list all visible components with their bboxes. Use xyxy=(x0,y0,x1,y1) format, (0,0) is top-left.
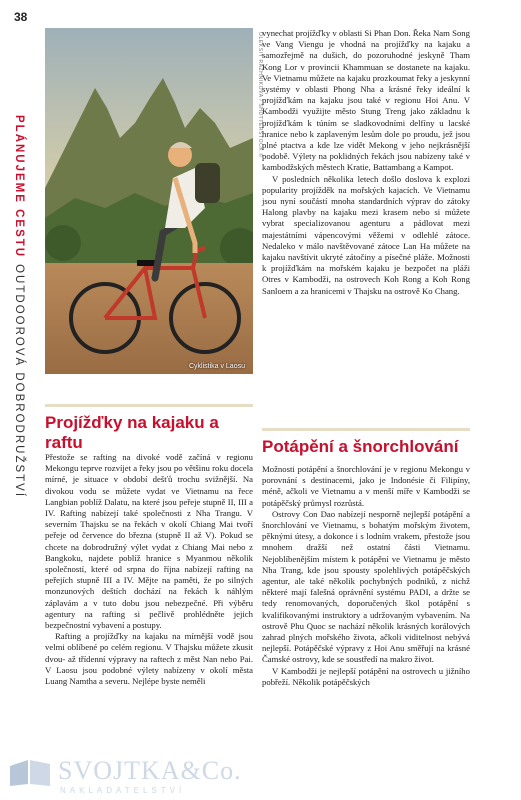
book-icon xyxy=(8,758,52,788)
page-number: 38 xyxy=(14,10,28,24)
photo-caption: Cyklistika v Laosu xyxy=(188,363,245,370)
photo-cyclist-laos xyxy=(45,28,253,374)
left-column xyxy=(45,452,253,687)
side-tab-light: OUTDOOROVÁ DOBRODRUŽSTVÍ xyxy=(13,264,25,499)
photo-illustration xyxy=(45,28,253,374)
section-title-diving: Potápění a šnorchlování xyxy=(262,428,470,457)
paragraph: Možnosti potápění a šnorchlování je v regionu Mekongu v porovnání s destinacemi, jako je Indonésie či Filipíny, méně, ačkoli ve Vietnamu a v menší míře v Kambodži se potápěčský průmysl rozrůstá. xyxy=(262,464,470,508)
photo-credit-text: OLEKSIY RAZHNIKOVA / SHUTTERSTOCK © xyxy=(257,32,263,158)
side-tab-bold: PLÁNUJEME CESTU xyxy=(13,115,25,259)
paragraph: V Kambodži je nejlepší potápění na ostrovech u jižního pobřeží. Několik potápěčských xyxy=(262,665,470,687)
paragraph: vynechat projížďky v oblasti Si Phan Don. Řeka Nam Song ve Vang Viengu je vhodná na projížďky na kajaku a samozřejmě na dušich, do pozoruhodné jeskyně Tham Kong Lor v provincii Khammuan se dostanete na kajaku. Ve Vietnamu můžete na kajaku prozkoumat řeky a jeskynní systémy v oblasti Phong Nha a krásné řeky ideální k projížďkám na kajaku jsou také v regionu Hoi Anu. V Kambodži využijte město Stung Treng jako základnu k projížďkám k túním se sladkovodními delfíny u lacské hranice nebo k zaplaveným lesům dole po proudu, jež jsou plné ptactva a kde lze vidět Mekong v jeho nejkrásnější podobě. Výlety na poklidných řekách jsou nabízeny také v kambodžských městech Kratie, Battambang a Kampot. xyxy=(262,28,470,173)
paragraph: Ostrovy Con Dao nabízejí nesporně nejlepší potápění a šnorchlování ve Vietnamu, s bohatým mořským životem, pěknými útesy, a dokonce i s lodním vrakem, přestože jsou mnohem dražší než ostatní části Vietnamu. Nejoblíbenějším místem k potápění ve Vietnamu je město Nha Trang, kde jsou spousty spolehlivých potápěčských agentur, ale také několik pochybných podniků, z nichž některé mají falešná oprávnění systému PADI, a držte se tedy renomovaných, doporučených škol potápění s kvalifikovanými instruktory a udržovaným vybavením. Na ostrově Phu Quoc se nachází několik krásných korálových zahrad plných mořského života, ačkoli viditelnost nebývá nejlepší. Potápěčské výpravy z Hoi Anu směřují na krásné Čamské ostrovy, kde se soustředí na makro život. xyxy=(262,508,470,665)
side-tab-text xyxy=(13,115,25,498)
section-title-kayak-raft: Projížďky na kajaku a raftu xyxy=(45,404,253,453)
chapter-side-tab xyxy=(10,115,40,499)
publisher-tagline: NAKLADATELSTVÍ xyxy=(60,786,186,795)
publisher-logo xyxy=(8,756,242,798)
right-column-bottom xyxy=(262,464,470,688)
publisher-name: SVOJTKA&Co. xyxy=(58,756,242,785)
right-column-top xyxy=(262,28,470,297)
paragraph: V posledních několika letech došlo doslova k explozi popularity projížděk na mořských kajacích. Ve Vietnamu jsou nyní součástí mnoha standardních výprav do zátoky Halong plavby na kajaku mezi krasem nebo si můžete vybrat specializovanou agenturu a pádlovat mezi majestátními vápencovými věžemi v odlehlé zátoce. Nedaleko v málo navštěvované zátoce Lan Ha můžete na kajaku navštívit ukryté zátočiny a písečné pláže. Možnosti k projížďkám na mořském kajaku je bezpočet na pláži Otres v Kambodži, na ostrovech Koh Rong a Koh Rong Sanloem a za hranicemi v Thajsku na ostrově Ko Chang. xyxy=(262,173,470,296)
paragraph: Přestože se rafting na divoké vodě začíná v regionu Mekongu teprve rozvíjet a řeky jsou po většinu roku docela mírné, je situace v období dešťů trochu svižnější. Na divokou vodu se můžete vydat ve Vietnamu na řece Langbian poblíž Dalatu, na které jsou peřeje stupně II, III a IV. Rafting nabízejí také společnosti z Nha Trangu. V severním Thajsku se na řekách v okolí Chiang Mai tvoří peřeje od července do března (stupně II až V). Pokud se chcete na dobrodružný výlet vydat z Chiang Mai nebo z Bangkoku, najdete poblíž hranice s Myanmou několik společností, které od srpna do října nabízejí rafting na peřejích stupně III a IV. Mějte na paměti, že po silných monzunových deštích dochází na řekách k náhlým záplavám a v tuto dobu jsou nebezpečné. Při výběru agentury na rafting si pečlivě prohlédněte jejich bezpečnostní vybavení a postupy. xyxy=(45,452,253,631)
paragraph: Rafting a projížďky na kajaku na mírnější vodě jsou velmi oblíbené po celém regionu. V Thajsku můžete zkusit dvou- až třídenní výpravy na raftech z měst Nan nebo Pai. V Laosu jsou podobné výlety nabízeny v okolí města Luang Namtha a severu. Nejlépe byste neměli xyxy=(45,631,253,687)
